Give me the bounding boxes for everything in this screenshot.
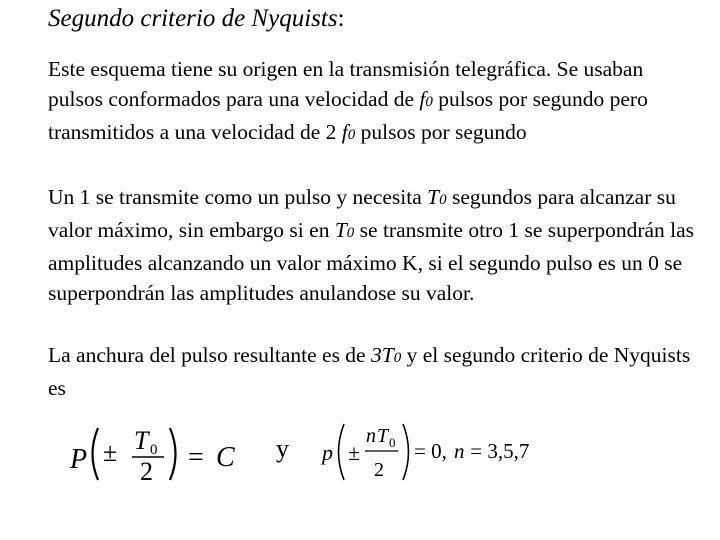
conjunction-y: y [276, 434, 289, 463]
paragraph-width [48, 340, 698, 403]
formula-right-func: p [322, 440, 333, 465]
p1-text-3: pulsos por segundo [355, 120, 527, 144]
formula-left-paren-close [170, 428, 176, 480]
formula-left-rhs: C [216, 442, 235, 473]
formula-left-pm: ± [103, 438, 118, 467]
p3-sub-0: 0 [393, 350, 402, 366]
p3-text-2: y el segundo criterio de Nyquists es [48, 343, 691, 400]
p2-var-T-2: T [334, 218, 347, 242]
formula-left-numerator-sub: 0 [150, 442, 158, 458]
p2-sub-0: 0 [439, 192, 447, 208]
formula-left-numerator: T [134, 426, 149, 455]
formula-left-paren-open [93, 428, 99, 480]
p2-var-T: T [427, 185, 440, 209]
p2-text-1: Un 1 se transmite como un pulso y necesita [48, 185, 428, 209]
p1-sub-0-2: 0 [347, 127, 356, 143]
formula-right-numerator-T: T [377, 425, 389, 447]
formula-right-numerator-sub: 0 [389, 435, 396, 450]
title-text: Segundo criterio de Nyquists [48, 5, 338, 32]
formula-right-paren-open [339, 424, 345, 480]
p1-var-f-2: f [341, 120, 348, 144]
title-colon: : [337, 5, 345, 32]
p3-var-3T: 3T [370, 343, 394, 367]
paragraph-origin [48, 54, 698, 150]
paragraph-superposition [48, 182, 698, 308]
p2-text-3: se transmite otro 1 se superpondrán las amplitudes alcanzando un valor máximo K, si el segundo pulso es un 0 se superpondrán las amplitudes anulandose su valor. [48, 218, 695, 305]
p3-text-1: La anchura del pulso resultante es de [48, 343, 371, 367]
formula-left-func: P [70, 444, 88, 475]
formula-right-denominator: 2 [374, 459, 384, 481]
p1-text-1: Este esquema tiene su origen en la transmisión telegráfica. Se usaban pulsos conformados para una velocidad de [48, 57, 644, 111]
p1-text-2: pulsos por segundo pero transmitidos a una velocidad de 2 [48, 87, 648, 144]
p1-sub-0: 0 [425, 94, 433, 110]
p2-text-2: segundos para alcanzar su valor máximo, sin embargo si en [48, 185, 676, 242]
formula-left-equals: = [188, 442, 204, 473]
page-title [48, 5, 345, 33]
p2-sub-0-2: 0 [346, 225, 355, 241]
formula-first-criterion [70, 418, 250, 493]
formula-right-numerator-n: n [366, 425, 376, 447]
formula-right-rhs-values: = 3,5,7 [465, 439, 530, 463]
p1-var-f: f [419, 87, 426, 111]
formula-right-rhs-zero: = 0, [414, 439, 453, 463]
formula-second-criterion [318, 418, 548, 493]
formula-right-rhs-n: n [454, 439, 465, 463]
formula-right-paren-close [403, 424, 409, 480]
formula-left-denominator: 2 [140, 457, 153, 486]
formula-right-pm: ± [348, 440, 361, 465]
